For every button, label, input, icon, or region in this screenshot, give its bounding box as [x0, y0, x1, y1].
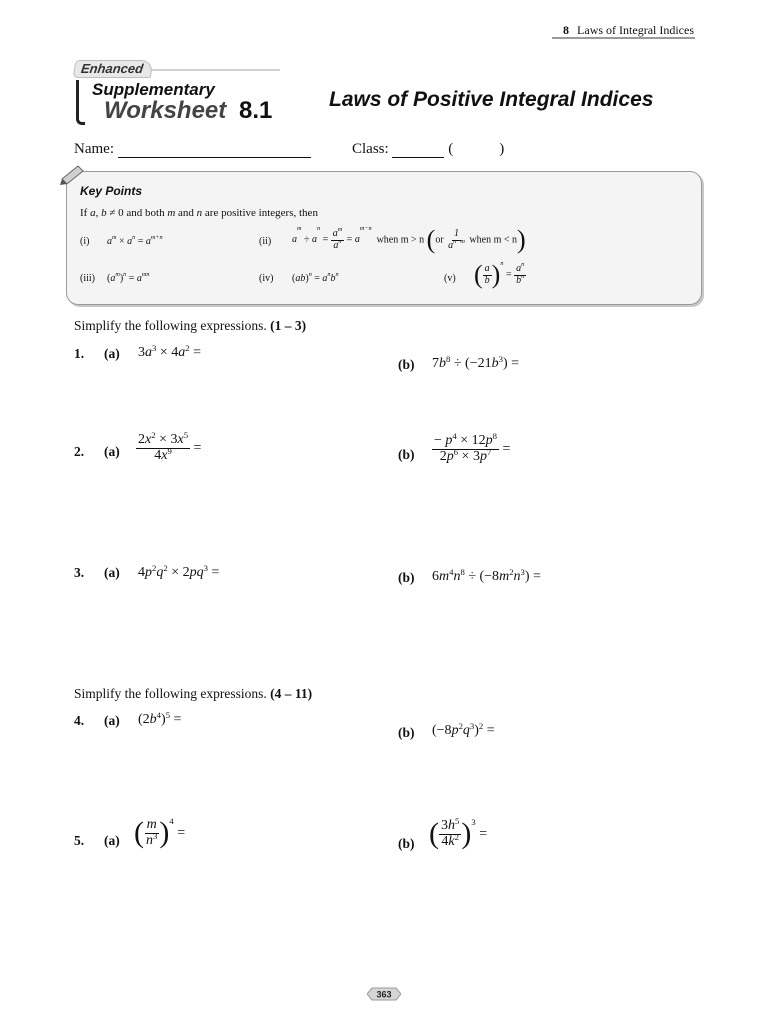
question-4a-label: (a)	[104, 713, 120, 728]
name-blank[interactable]	[118, 143, 311, 158]
law-iv: $(ab)^n = a^nb^n$	[292, 271, 339, 284]
question-4a-expression: $(2b^4)^5$ =	[138, 709, 182, 727]
pencil-icon	[58, 163, 86, 185]
law-label-v: (v)	[444, 273, 456, 284]
when-gt-text: when m > n	[376, 234, 425, 246]
question-3b-expression: $6m^4n^8 \div (-8m^2n^3)$ =	[432, 566, 541, 584]
law-label-iv: (iv)	[259, 273, 274, 284]
question-3b-label: (b)	[398, 570, 415, 585]
class-number-open: (	[448, 141, 454, 157]
badge-number: 8.1	[239, 97, 273, 124]
law-label-ii: (ii)	[259, 236, 272, 247]
question-4b-expression: $(-8p^2q^3)^2$ =	[432, 720, 495, 738]
question-number-1: 1.	[74, 346, 85, 361]
page-number: 363	[376, 989, 392, 1000]
page-number-badge	[367, 987, 401, 1001]
badge-bracket	[76, 80, 85, 125]
running-head	[563, 23, 694, 38]
question-2a-label: (a)	[104, 444, 120, 459]
question-1b-label: (b)	[398, 357, 415, 372]
badge-enhanced: Enhanced	[73, 60, 154, 78]
when-lt-text: when m < n	[469, 234, 517, 246]
question-2b-expression: $\frac{- p^4 \times 12p^8}{2p^6 \times 3p^7}$ =	[434, 430, 511, 464]
name-field	[74, 141, 311, 158]
class-label: Class:	[352, 141, 389, 157]
law-label-iii: (iii)	[80, 273, 95, 284]
question-2a-expression: $\frac{2x^2 \times 3x^5}{4x^9}$ =	[138, 429, 202, 463]
law-label-i: (i)	[80, 236, 90, 247]
question-5a-label: (a)	[104, 833, 120, 848]
law-i: $a^m \times a^n = a^{m+n}$	[107, 234, 163, 247]
law-ii: $a^m \div a^n$ = $\frac{a^m}{a^n}$ = $a^{m-n}$ when m > n (or $\frac{1}{a^{n-m}}$ when m < n)	[292, 225, 526, 254]
chapter-title: Laws of Integral Indices	[577, 23, 694, 37]
badge-worksheet: Worksheet	[104, 97, 227, 124]
law-v: ( $\frac{a}{b}$ )$^n$ = $\frac{a^n}{b^n}$	[474, 260, 525, 289]
question-3a-label: (a)	[104, 565, 120, 580]
question-number-4: 4.	[74, 713, 85, 728]
question-5a-expression: ( $\frac{m}{n^3}$ )$^4$ =	[134, 815, 186, 850]
or-text: or	[435, 234, 444, 246]
class-blank[interactable]	[392, 143, 444, 158]
question-5b-expression: ( $\frac{3h^5}{4k^2}$ )$^3$ =	[429, 815, 488, 851]
chapter-number: 8	[563, 23, 570, 37]
name-label: Name:	[74, 141, 114, 157]
key-points-intro: If a, b ≠ 0 and both m and n are positive integers, then	[80, 207, 318, 219]
question-4b-label: (b)	[398, 725, 415, 740]
question-number-2: 2.	[74, 444, 85, 459]
class-field	[352, 141, 504, 158]
question-1a-expression: $3a^3 \times 4a^2$ =	[138, 342, 201, 360]
section-instruction-2: Simplify the following expressions. (4 – 11)	[74, 686, 313, 701]
badge-supplementary: Supplementary	[92, 80, 215, 99]
question-3a-expression: $4p^2q^2 \times 2pq^3$ =	[138, 562, 220, 580]
question-1a-label: (a)	[104, 346, 120, 361]
header-rule	[552, 37, 695, 39]
question-number-3: 3.	[74, 565, 85, 580]
question-5b-label: (b)	[398, 836, 415, 851]
key-points-title: Key Points	[80, 184, 143, 198]
law-iii: $(a^m)^n = a^{mn}$	[107, 271, 150, 284]
class-number-close: )	[499, 141, 505, 157]
badge-line	[140, 69, 280, 71]
page-title: Laws of Positive Integral Indices	[329, 88, 654, 111]
question-number-5: 5.	[74, 833, 85, 848]
section-instruction-1: Simplify the following expressions. (1 – 3)	[74, 318, 307, 333]
question-1b-expression: $7b^8 \div (-21b^3)$ =	[432, 353, 519, 371]
question-2b-label: (b)	[398, 447, 415, 462]
